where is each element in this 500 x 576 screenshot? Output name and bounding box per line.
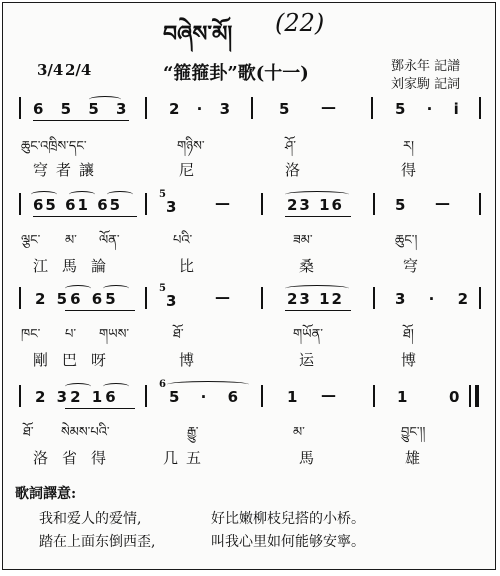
chinese-lyric: 馬 <box>299 449 323 467</box>
tibetan-lyric: རྒྱུ་ <box>187 425 199 440</box>
tibetan-lyric: མ་ <box>65 233 77 248</box>
score-page <box>2 2 496 570</box>
tibetan-lyric: མ་ <box>293 425 305 440</box>
chinese-lyric: 尼 <box>179 161 203 179</box>
tibetan-lyric: ཁང་ <box>21 327 41 342</box>
dash: — <box>215 288 230 306</box>
barline <box>261 385 263 407</box>
chinese-lyric: 得 <box>401 161 425 179</box>
barline <box>261 287 263 309</box>
note-group: 23 12 <box>287 290 344 308</box>
barline <box>479 287 481 309</box>
chinese-lyric: 几五 <box>163 449 210 467</box>
slur <box>31 191 57 198</box>
note-group: 23 16 <box>287 196 344 214</box>
barline <box>145 193 147 215</box>
tibetan-lyric: ལོན་ <box>99 233 120 248</box>
chinese-lyric: 剛巴呀 <box>33 351 121 369</box>
chinese-lyric: 博 <box>179 351 203 369</box>
note: 5 <box>279 100 290 118</box>
slur <box>65 383 91 390</box>
barline <box>373 193 375 215</box>
note-group: 5 · i <box>395 100 467 118</box>
tibetan-lyric: ལྕང་ <box>21 233 41 248</box>
slur <box>285 191 349 198</box>
chinese-lyric: 桑 <box>299 257 323 275</box>
time-signature-3-4: 3/4 <box>37 61 64 79</box>
note-group: 2 56 65 <box>35 290 119 308</box>
tibetan-lyric: ཆུང་། <box>395 233 418 248</box>
note-group: 65 61 65 <box>33 196 123 214</box>
barline <box>251 97 253 119</box>
chinese-lyric: 博 <box>401 351 425 369</box>
dash: — <box>215 194 230 212</box>
note: 5 <box>395 196 406 214</box>
translation-line: 叫我心里如何能够安寧。 <box>211 534 365 550</box>
tibetan-lyric: གཉིས་ <box>177 139 205 154</box>
slur <box>103 383 129 390</box>
barline <box>371 97 373 119</box>
note-group: 5 · 6 <box>169 388 247 406</box>
dash: — <box>435 194 450 212</box>
note: 3 <box>166 198 177 216</box>
slur <box>107 191 133 198</box>
final-barline-thick <box>475 385 479 407</box>
slur <box>103 285 129 292</box>
barline <box>145 97 147 119</box>
tibetan-lyric: ཐོ་ <box>23 425 34 440</box>
beam <box>33 216 137 217</box>
note-group: 6 5 5 3 <box>33 100 133 118</box>
tibetan-lyric: ཆུང་འཁྲིས་དང་ <box>21 139 87 154</box>
tibetan-lyric: གཡོན་ <box>293 327 323 342</box>
tibetan-lyric: བྱུང་།། <box>401 425 426 440</box>
tibetan-lyric: པ་ <box>65 327 77 342</box>
dash: — <box>321 386 336 404</box>
barline <box>145 287 147 309</box>
rest: 0 <box>449 388 460 406</box>
chinese-lyric: 运 <box>299 351 323 369</box>
note-group: 3 · 2 <box>395 290 478 308</box>
translation-heading: 歌詞譯意: <box>15 486 77 502</box>
translation-line: 好比嫩柳枝兒搭的小桥。 <box>211 511 365 527</box>
translation-line: 踏在上面东倒西歪, <box>39 534 156 550</box>
slur <box>89 96 121 103</box>
song-title: “箍箍卦”歌(十一) <box>163 63 309 84</box>
note: 3 <box>166 292 177 310</box>
barline <box>145 385 147 407</box>
tibetan-lyric: ཐོ། <box>403 327 414 342</box>
barline <box>19 385 21 407</box>
time-signature-2-4: 2/4 <box>65 61 92 79</box>
barline <box>19 97 21 119</box>
grace-note: 5 <box>159 189 166 200</box>
barline <box>261 193 263 215</box>
chinese-lyric: 比 <box>179 257 203 275</box>
chinese-lyric: 穹 <box>403 257 427 275</box>
beam <box>65 310 135 311</box>
tibetan-title: བཞེས་མོ། <box>163 22 233 47</box>
slur <box>285 285 349 292</box>
barline <box>373 385 375 407</box>
chinese-lyric: 雄 <box>405 449 429 467</box>
dash: — <box>321 98 336 116</box>
barline <box>19 193 21 215</box>
chinese-lyric: 穹者讓 <box>33 161 103 179</box>
tibetan-lyric: གཡས་ <box>99 327 130 342</box>
grace-note: 6 <box>159 379 166 390</box>
slur <box>167 381 249 388</box>
slur <box>65 285 91 292</box>
tibetan-lyric: པའི་ <box>173 233 193 248</box>
credit-lyrics: 刘家駒 記詞 <box>391 77 461 92</box>
note-group: 2 32 16 <box>35 388 119 406</box>
barline <box>479 193 481 215</box>
grace-note: 5 <box>159 283 166 294</box>
translation-line: 我和爱人的爱情, <box>39 511 142 527</box>
beam <box>285 216 351 217</box>
chinese-lyric: 江馬論 <box>33 257 121 275</box>
beam <box>65 408 135 409</box>
note: 1 <box>397 388 408 406</box>
beam <box>285 310 351 311</box>
tibetan-lyric: ཐོ་ <box>173 327 184 342</box>
barline <box>479 97 481 119</box>
tibetan-lyric: ཟམ་ <box>293 233 313 248</box>
tibetan-lyric: སེམས་པའི་ <box>61 425 110 440</box>
note-group: 2 · 3 <box>169 100 237 118</box>
note: 1 <box>287 388 298 406</box>
song-number: (22) <box>275 9 325 37</box>
tibetan-lyric: ར། <box>403 139 414 154</box>
chinese-lyric: 洛省得 <box>33 449 121 467</box>
chinese-lyric: 洛 <box>285 161 309 179</box>
beam <box>33 120 129 121</box>
barline <box>373 287 375 309</box>
tibetan-lyric: ཤོ་ <box>285 139 296 154</box>
final-barline-thin <box>469 385 471 407</box>
slur <box>69 191 95 198</box>
credit-notation: 鄧永年 記譜 <box>391 59 461 74</box>
barline <box>19 287 21 309</box>
